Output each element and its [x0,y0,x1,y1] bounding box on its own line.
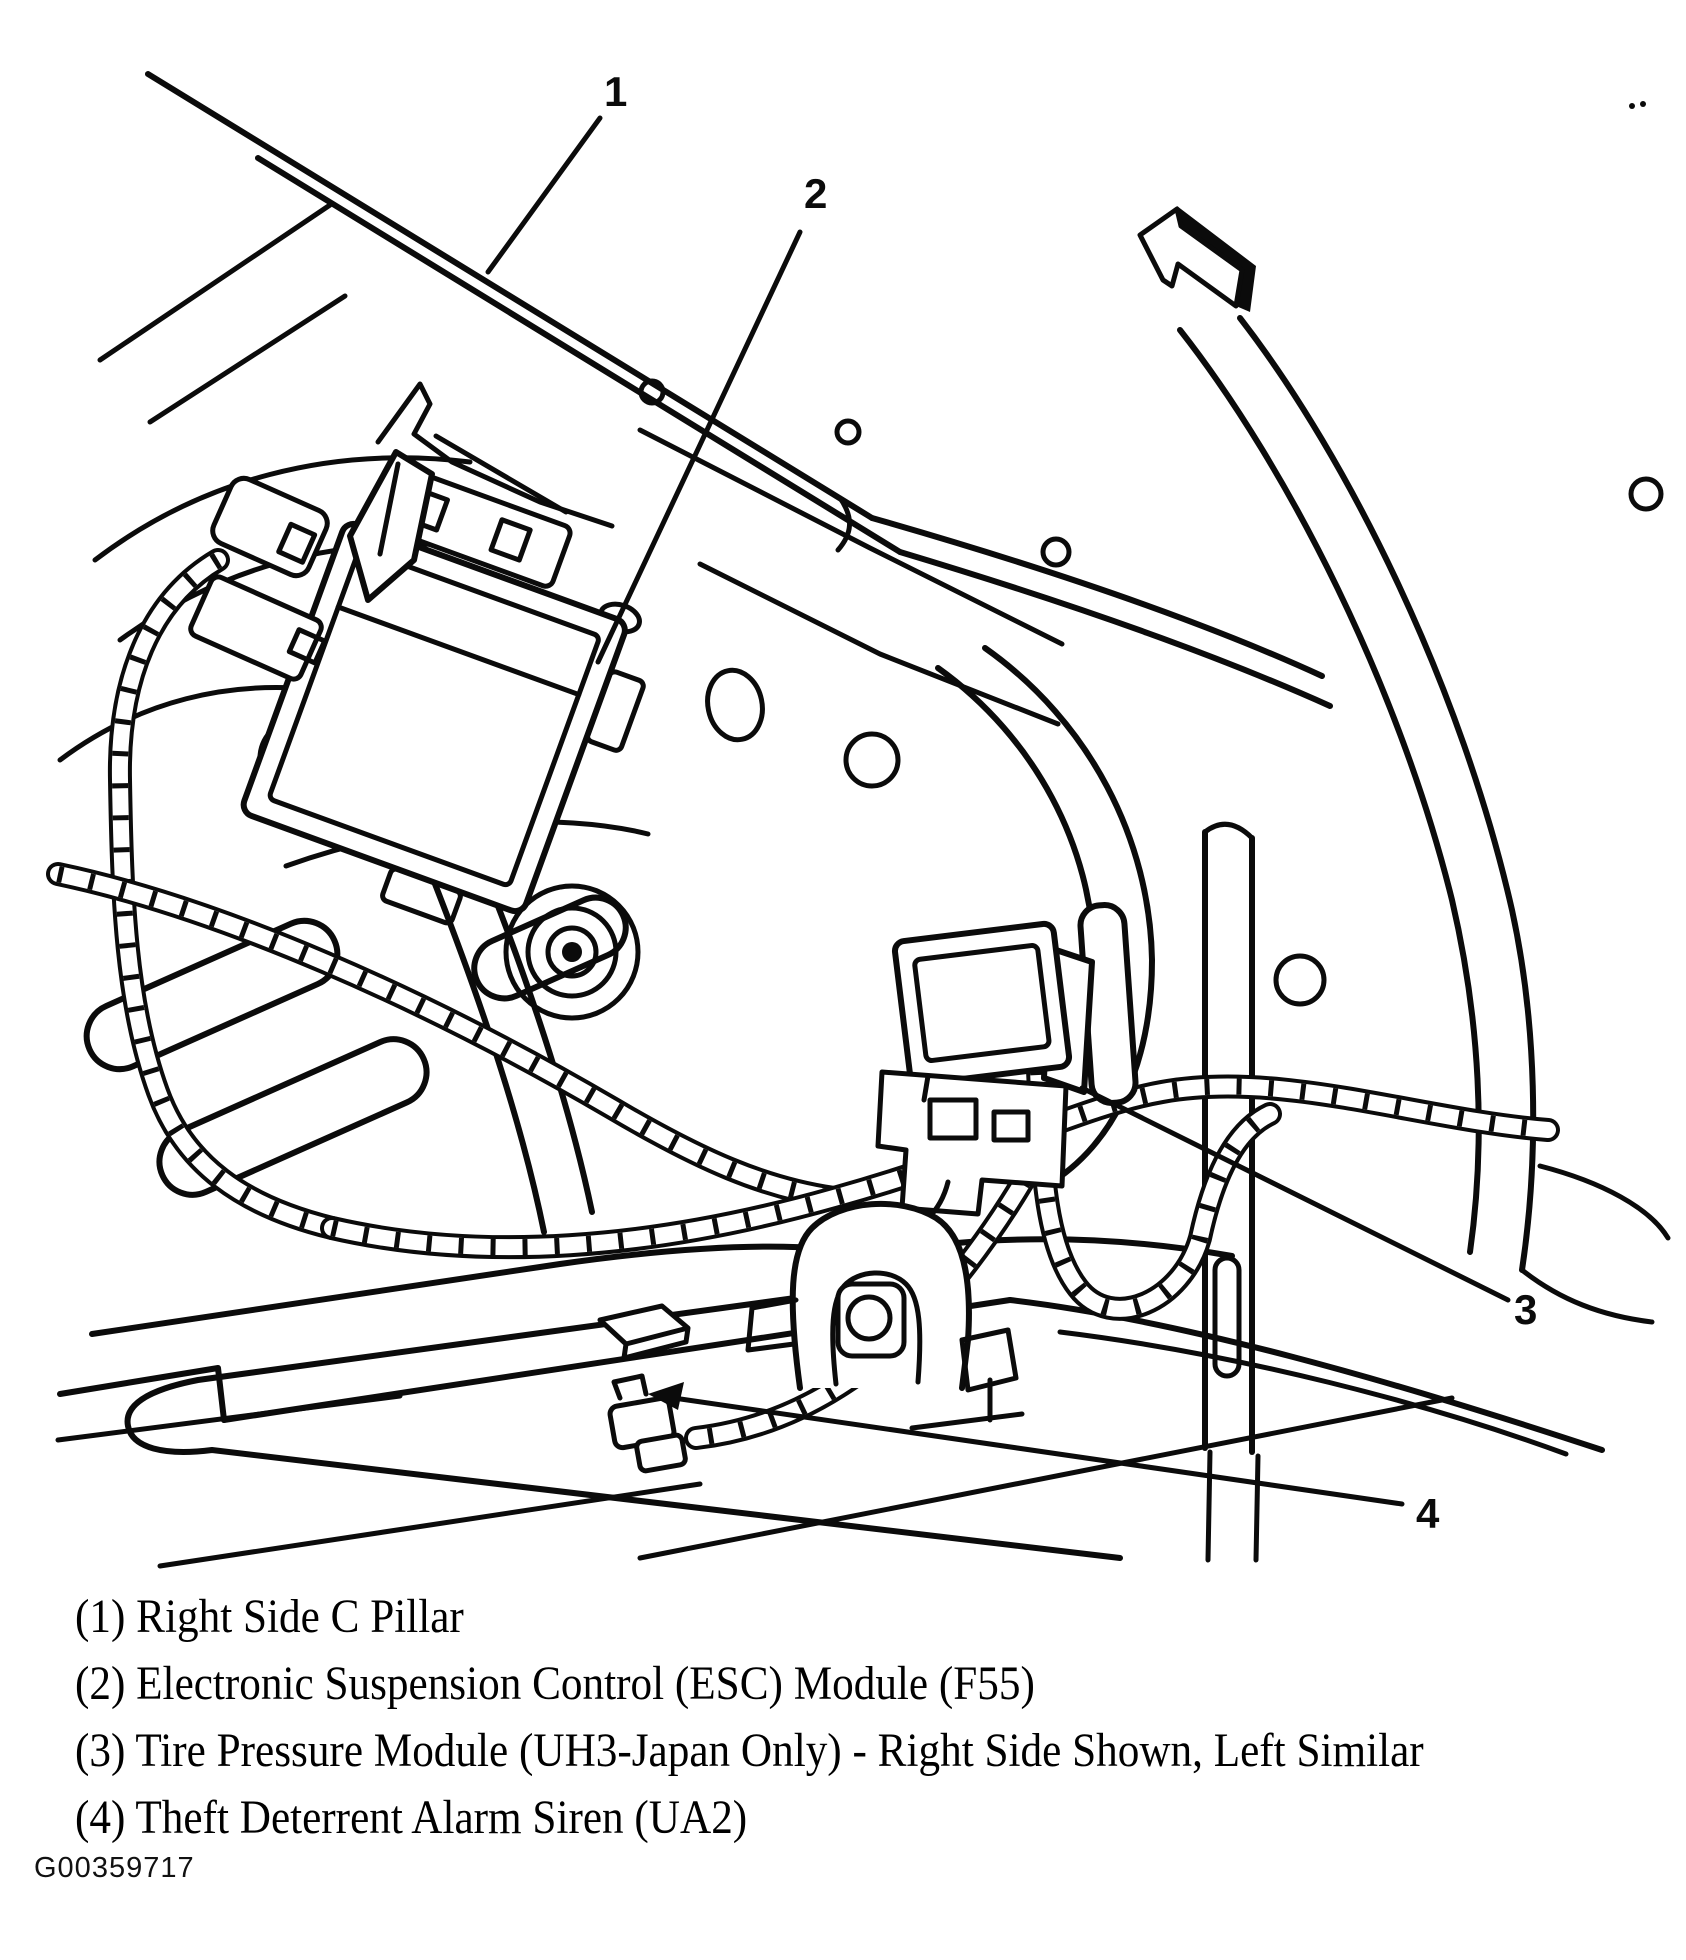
callout-3-number: 3 [1514,1286,1538,1333]
legend [75,1583,1574,1851]
callout-2-number: 2 [804,170,828,217]
legend-item-1: (1) Right Side C Pillar [75,1590,464,1643]
callout-1-number: 1 [604,68,628,115]
legend-item-3: (3) Tire Pressure Module (UH3-Japan Only) - Right Side Shown, Left Similar [75,1724,1424,1777]
callout-1-leader [488,118,600,272]
figure-code: G00359717 [34,1852,195,1884]
direction-arrow-icon [1140,206,1256,312]
legend-item-4: (4) Theft Deterrent Alarm Siren (UA2) [75,1791,748,1844]
callout-leaders [488,118,1508,1504]
callout-4-leader [660,1396,1402,1504]
legend-item-2: (2) Electronic Suspension Control (ESC) Module (F55) [75,1657,1035,1710]
callout-4-number: 4 [1416,1490,1440,1537]
